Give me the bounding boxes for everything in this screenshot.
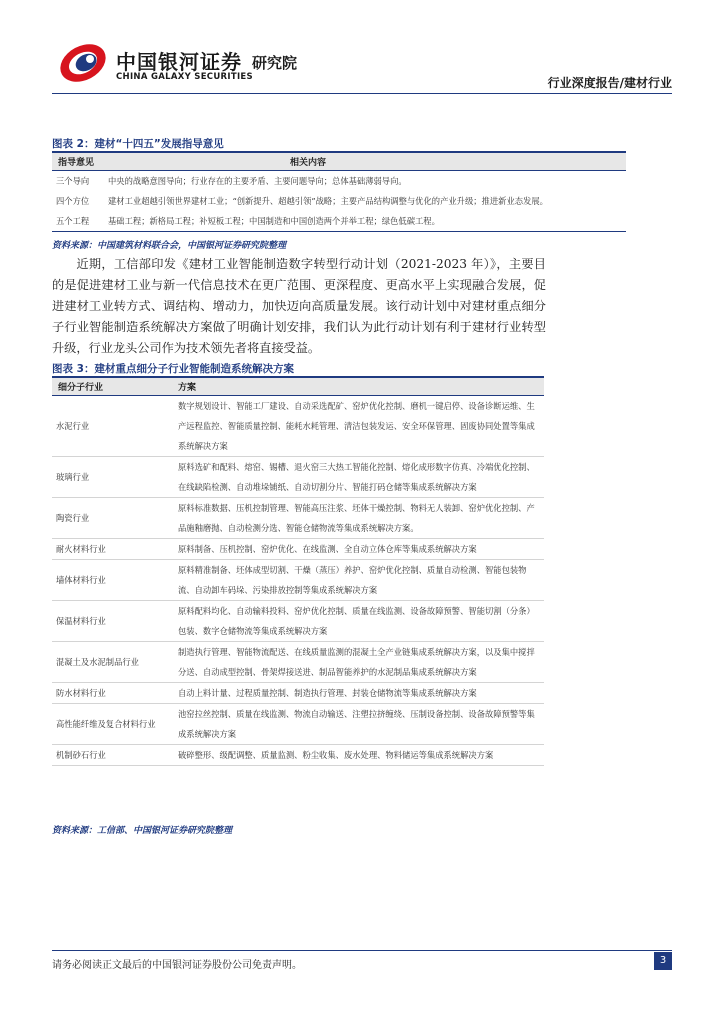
figure3-cell-subsector: 防水材料行业: [52, 683, 172, 704]
table-row: [52, 211, 626, 232]
figure3-cell-subsector: 保温材料行业: [52, 601, 172, 642]
figure3-cell-solution: 原料标准数据、压机控制管理、智能高压注浆、坯体干燥控制、物料无人装卸、窑炉优化控制、产品施釉磨抛、自动检测分选、智能仓储物流等集成系统解决方案。: [172, 498, 544, 539]
logo-english-name: CHINA GALAXY SECURITIES: [116, 72, 253, 82]
figure3-cell-solution: 自动上料计量、过程质量控制、制造执行管理、封装仓储物流等集成系统解决方案: [172, 683, 544, 704]
figure3-cell-subsector: 机制砂石行业: [52, 745, 172, 766]
figure3-cell-solution: 原料选矿和配料、熔窑、锡槽、退火窑三大热工智能化控制、熔化成形数字仿真、冷端优化控制、在线缺陷检测、自动堆垛铺纸、自动切割分片、智能打码仓储等集成系统解决方案: [172, 457, 544, 498]
table-row: [52, 601, 544, 642]
table-row: [52, 642, 544, 683]
figure3-cell-solution: 破碎整形、级配调整、质量监测、粉尘收集、废水处理、物料储运等集成系统解决方案: [172, 745, 544, 766]
table-row: [52, 745, 544, 766]
body-paragraph: 近期，工信部印发《建材工业智能制造数字转型行动计划（2021-2023 年）》，主要目的是促进建材工业与新一代信息技术在更广范围、更深程度、更高水平上实现融合发展，促进建材工业转方式、调结构、增动力，加快迈向高质量发展。该行动计划中对建材重点细分子行业智能制造系统解决方案做了明确计划安排，我们认为此行动计划有利于建材行业转型升级，行业龙头公司作为技术领先者将直接受益。: [52, 257, 546, 355]
figure3-header-solution: 方案: [172, 377, 544, 396]
page-number: 3: [654, 952, 672, 970]
table-row: [52, 704, 544, 745]
figure3-cell-subsector: 混凝土及水泥制品行业: [52, 642, 172, 683]
figure3-source: 资料来源：工信部、中国银河证券研究院整理: [52, 826, 233, 836]
figure2-cell-content: 基础工程；新格局工程；补短板工程；中国制造和中国创造两个并举工程；绿色低碳工程。: [108, 216, 440, 226]
figure3-cell-solution: 原料精准制备、坯体成型切割、干燥（蒸压）养护、窑炉优化控制、质量自动检测、智能包装物流、自动卸车码垛、污染排放控制等集成系统解决方案: [172, 560, 544, 601]
figure3-cell-solution: 原料制备、压机控制、窑炉优化、在线监测、全自动立体仓库等集成系统解决方案: [172, 539, 544, 560]
figure3-cell-subsector: 高性能纤维及复合材料行业: [52, 704, 172, 745]
table-row: [52, 171, 626, 192]
table-row: [52, 498, 544, 539]
table-row: [52, 457, 544, 498]
figure2-cell-content: 中央的战略意图导向；行业存在的主要矛盾、主要问题导向；总体基础薄弱导向。: [108, 176, 407, 186]
table-row: [52, 683, 544, 704]
table-row: [52, 396, 544, 457]
figure2-cell-guideline: 四个方位: [56, 196, 90, 206]
figure3-cell-solution: 池窑拉丝控制、质量在线监测、物流自动输送、注塑拉挤缠绕、压制设备控制、设备故障预警等集成系统解决方案: [172, 704, 544, 745]
figure3-cell-solution: 数字规划设计、智能工厂建设、自动采选配矿、窑炉优化控制、磨机一键启停、设备诊断运维、生产远程监控、智能质量控制、能耗水耗管理、清洁包装发运、安全环保管理、固废协同处置等集成系统解决方案: [172, 396, 544, 457]
figure2-cell-content: 建材工业超越引领世界建材工业；“创新提升、超越引领”战略；主要产品结构调整与优化的产业升级；推进新业态发展。: [108, 196, 548, 206]
figure2-header-row: [52, 152, 626, 171]
figure3-header-subsector: 细分子行业: [52, 377, 172, 396]
table-row: [52, 191, 626, 211]
figure3-cell-subsector: 玻璃行业: [52, 457, 172, 498]
figure3-table: [52, 376, 544, 766]
figure3-header-row: [52, 377, 544, 396]
figure2-cell-guideline: 五个工程: [56, 216, 90, 226]
figure3-cell-subsector: 水泥行业: [52, 396, 172, 457]
header-divider: [52, 93, 672, 94]
disclaimer: 请务必阅读正文最后的中国银河证券股份公司免责声明。: [52, 960, 302, 971]
figure2-title: 图表 2：建材“十四五”发展指导意见: [52, 138, 224, 150]
figure3-cell-subsector: 耐火材料行业: [52, 539, 172, 560]
figure2-header-guideline: 指导意见: [52, 152, 104, 171]
figure3-cell-subsector: 陶瓷行业: [52, 498, 172, 539]
footer-divider: [52, 950, 672, 951]
table-row: [52, 560, 544, 601]
report-type: 行业深度报告/建材行业: [547, 76, 672, 90]
figure2-header-content: 相关内容: [104, 152, 626, 171]
figure2-cell-guideline: 三个导向: [56, 176, 90, 186]
table-row: [52, 539, 544, 560]
logo: [56, 40, 306, 86]
logo-chinese-name: 中国银河证券: [116, 50, 242, 74]
figure3-cell-subsector: 墙体材料行业: [52, 560, 172, 601]
galaxy-logo-icon: [56, 40, 110, 86]
logo-institute: 研究院: [252, 54, 298, 72]
figure3-title: 图表 3：建材重点细分子行业智能制造系统解决方案: [52, 363, 294, 375]
figure3-cell-solution: 原料配料均化、自动输料投料、窑炉优化控制、质量在线监测、设备故障预警、智能切割（分条）包装、数字仓储物流等集成系统解决方案: [172, 601, 544, 642]
figure2-table: [52, 151, 626, 232]
figure3-cell-solution: 制造执行管理、智能物流配送、在线质量监测的混凝土全产业链集成系统解决方案，以及集中搅拌分送、自动成型控制、骨架焊接送进、制品智能养护的水泥制品集成系统解决方案: [172, 642, 544, 683]
figure2-source: 资料来源：中国建筑材料联合会，中国银河证券研究院整理: [52, 241, 287, 251]
